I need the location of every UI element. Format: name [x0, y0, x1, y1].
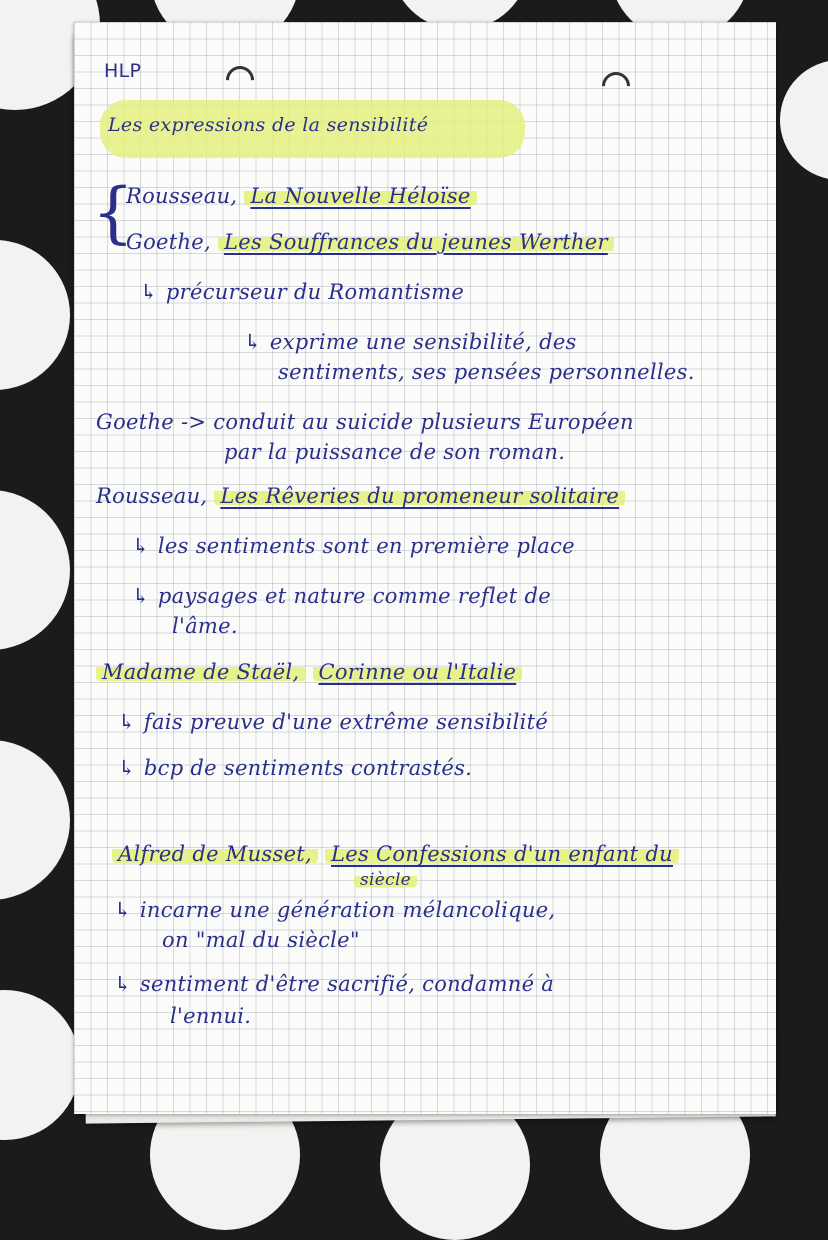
work-nouvelle-heloise: La Nouvelle Héloïse: [244, 184, 476, 208]
block3-item2-cont: l'âme.: [172, 614, 238, 638]
block3-item1: ↳ les sentiments sont en première place: [132, 534, 575, 558]
arrow-icon: ↳: [140, 280, 158, 304]
binder-hole-icon: [596, 66, 636, 106]
block1-sub1: ↳ précurseur du Romantisme: [140, 280, 465, 304]
background-disc: [780, 60, 828, 180]
arrow-icon: ↳: [244, 330, 262, 354]
brace-icon: {: [92, 174, 134, 251]
block4-heading: [96, 660, 522, 684]
background-disc: [0, 740, 70, 900]
block2-line-b: par la puissance de son roman.: [224, 440, 566, 464]
work-werther: Les Souffrances du jeunes Werther: [218, 230, 614, 254]
author-goethe: Goethe,: [126, 230, 212, 254]
page-title: Les expressions de la sensibilité: [108, 114, 429, 136]
work-reveries: Les Rêveries du promeneur solitaire: [214, 484, 625, 508]
work-corinne: Corinne ou l'Italie: [313, 660, 523, 684]
block5-heading: [112, 842, 679, 866]
work-confessions: Les Confessions d'un enfant du: [325, 842, 679, 866]
block1-sub2: ↳ exprime une sensibilité, des: [244, 330, 577, 354]
block4-item2: ↳ bcp de sentiments contrastés.: [118, 756, 473, 780]
arrow-icon: ↳: [132, 534, 150, 558]
block1-line1: [126, 184, 477, 208]
block5-heading-cont: siècle: [354, 870, 417, 890]
arrow-icon: ↳: [132, 584, 150, 608]
arrow-icon: ↳: [114, 972, 132, 996]
grid-paper-sheet: [74, 22, 776, 1114]
author-rousseau: Rousseau,: [126, 184, 238, 208]
background-disc: [0, 240, 70, 390]
author-rousseau: Rousseau,: [96, 484, 208, 508]
block5-item2: ↳ sentiment d'être sacrifié, condamné à: [114, 972, 555, 996]
background-disc: [0, 490, 70, 650]
block2-line-a: Goethe -> conduit au suicide plusieurs Européen: [96, 410, 634, 434]
block3-heading: [96, 484, 625, 508]
block5-item2-cont: l'ennui.: [170, 1004, 252, 1028]
block1-sub2-cont: sentiments, ses pensées personnelles.: [278, 360, 695, 384]
block5-item1-cont: on "mal du siècle": [162, 928, 360, 952]
background-disc: [0, 990, 80, 1140]
arrow-icon: ↳: [118, 756, 136, 780]
arrow-icon: ↳: [118, 710, 136, 734]
author-stael: Madame de Staël,: [96, 660, 306, 684]
block4-item1: ↳ fais preuve d'une extrême sensibilité: [118, 710, 549, 734]
arrow-icon: ↳: [114, 898, 132, 922]
subject-label: HLP: [104, 60, 142, 82]
block3-item2: ↳ paysages et nature comme reflet de: [132, 584, 551, 608]
block5-item1: ↳ incarne une génération mélancolique,: [114, 898, 556, 922]
binder-hole-icon: [220, 60, 260, 100]
block1-line2: [126, 230, 614, 254]
author-musset: Alfred de Musset,: [112, 842, 318, 866]
